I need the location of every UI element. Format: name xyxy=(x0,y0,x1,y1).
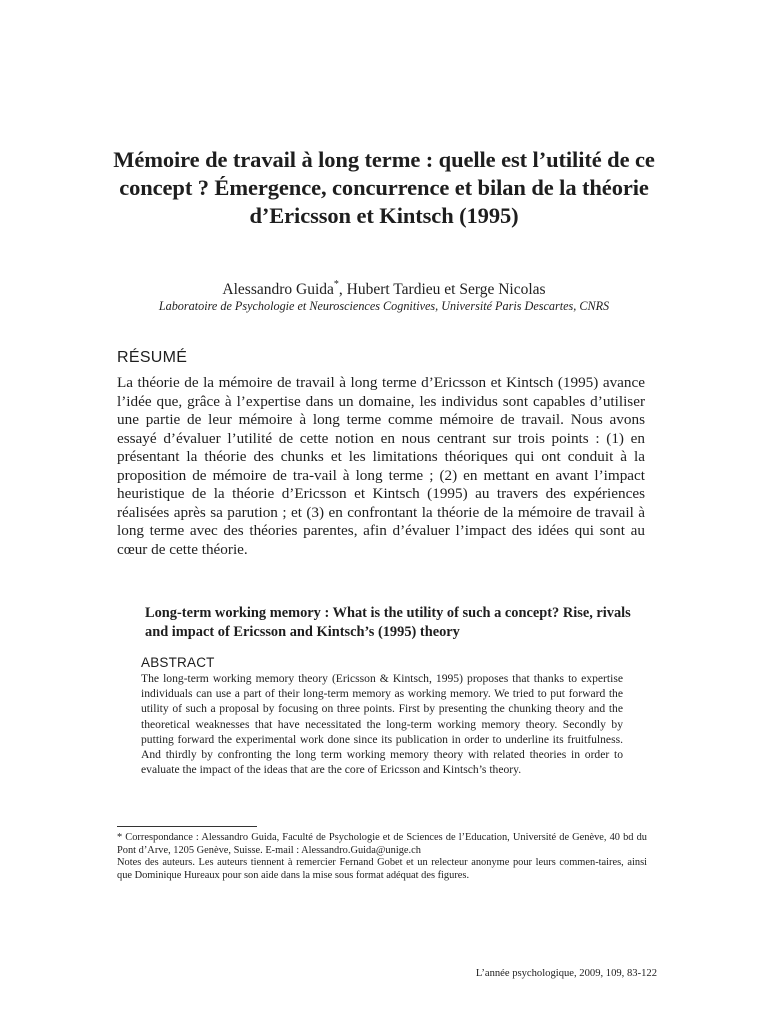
author-rest: , Hubert Tardieu et Serge Nicolas xyxy=(338,281,546,299)
footnote-block xyxy=(117,832,647,882)
author-line xyxy=(100,280,668,299)
abstract-text: The long-term working memory theory (Ericsson & Kintsch, 1995) proposes that thanks to expertise individuals can use a part of their long-term memory as working memory. We tried to put forward the utility of such a proposal by focusing on three points. First by presenting the chunking theory and the theoretical weaknesses that have necessitated the long-term working memory theory. Secondly by putting forward the experimental work done since its publication in order to underline its fruitfulness. And thirdly by confronting the long term working memory theory with related theories in order to evaluate the impact of the ideas that are the core of Ericsson and Kintsch’s theory. xyxy=(141,672,623,777)
footnote-marker[interactable]: * xyxy=(333,279,339,290)
footnote-divider xyxy=(117,826,257,827)
article-title: Mémoire de travail à long terme : quelle est l’utilité de ce concept ? Émergence, concurrence et bilan de la théorie d’Ericsson et Kintsch (1995) xyxy=(113,147,655,228)
author-first: Alessandro Guida xyxy=(222,281,334,299)
correspondence-note: * Correspondance : Alessandro Guida, Faculté de Psychologie et de Sciences de l’Education, Université de Genève, 40 bd du Pont d’Arve, 1205 Genève, Suisse. E-mail : Alessandro.Guida@unige.ch xyxy=(117,832,647,856)
journal-citation: L’année psychologique, 2009, 109, 83-122 xyxy=(475,968,657,979)
author-notes: Notes des auteurs. Les auteurs tiennent à remercier Fernand Gobet et un relecteur anonyme pour leurs commen-taires, ainsi que Dominique Hureaux pour son aide dans la mise sous format adéquat des figures. xyxy=(117,857,647,881)
abstract-heading: ABSTRACT xyxy=(141,655,215,670)
resume-text: La théorie de la mémoire de travail à long terme d’Ericsson et Kintsch (1995) avance l’idée que, grâce à l’expertise dans un domaine, les individus sont capables d’utiliser une partie de leur mémoire à long terme comme mémoire de travail. Nous avons essayé d’évaluer l’utilité de cette notion en nous centrant sur trois points : (1) en présentant la théorie des chunks et les limitations théoriques qui ont conduit à la proposition de mémoire de tra-vail à long terme ; (2) en mettant en avant l’impact heuristique de la théorie d’Ericsson et Kintsch (1995) au travers des expériences réalisées après sa parution ; et (3) en confrontant la théorie de la mémoire de travail à long terme avec des théories parentes, afin d’évaluer l’impact des idées qui sont au cœur de cette théorie. xyxy=(117,374,645,558)
affiliation: Laboratoire de Psychologie et Neurosciences Cognitives, Université Paris Descartes, CNRS xyxy=(158,299,610,313)
resume-heading: RÉSUMÉ xyxy=(117,349,188,366)
english-title: Long-term working memory : What is the utility of such a concept? Rise, rivals and impact of Ericsson and Kintsch’s (1995) theory xyxy=(145,605,631,640)
